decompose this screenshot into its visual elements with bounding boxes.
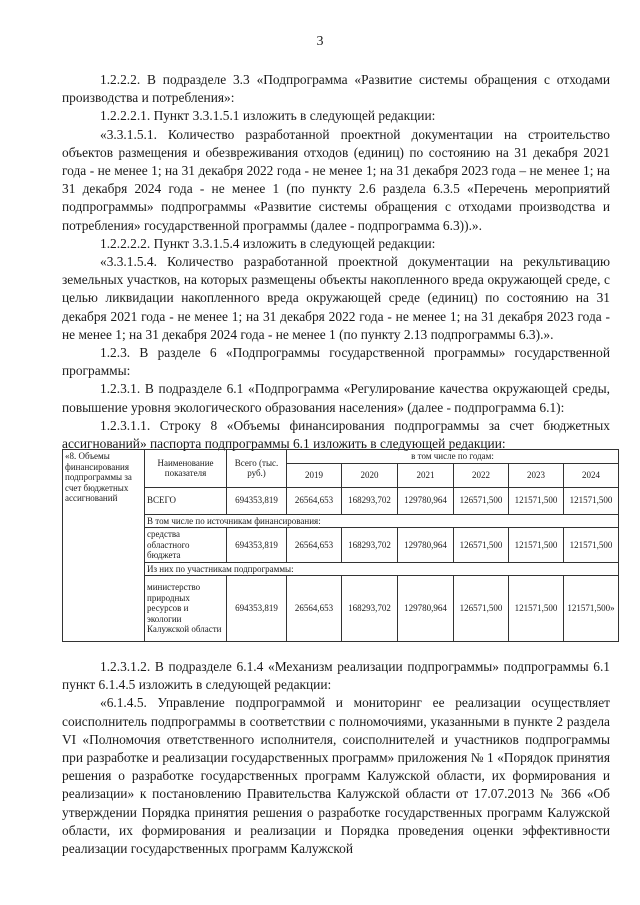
cell-value: 121571,500» [564, 576, 619, 642]
table-row-ministry [63, 576, 619, 642]
cell-value: 129780,964 [398, 576, 454, 642]
body-text-bottom [62, 658, 610, 858]
cell-total: 694353,819 [227, 487, 287, 514]
body-text-top [62, 71, 610, 453]
header-name: Наименование показателя [145, 450, 227, 488]
cell-value: 126571,500 [454, 487, 509, 514]
row-label-cell: «8. Объемы финансирования подпрограммы за счет бюджетных ассигнований [63, 450, 145, 642]
cell-name: средства областного бюджета [145, 528, 227, 563]
header-years-group: в том числе по годам: [287, 450, 619, 464]
cell-name: министерство природных ресурсов и экологии Калужской области [145, 576, 227, 642]
paragraph: 1.2.3.1. В подразделе 6.1 «Подпрограмма «Регулирование качества окружающей среды, повышение уровня экологического образования населения» (далее - подпрограмма 6.1): [62, 381, 610, 415]
paragraph: 1.2.2.2.2. Пункт 3.3.1.5.4 изложить в следующей редакции: [100, 235, 436, 251]
cell-value: 168293,702 [342, 528, 398, 563]
cell-name: ВСЕГО [145, 487, 227, 514]
financing-table [62, 449, 619, 642]
header-total: Всего (тыс. руб.) [227, 450, 287, 488]
cell-value: 121571,500 [564, 528, 619, 563]
cell-value: 168293,702 [342, 576, 398, 642]
financing-table-wrapper [62, 449, 618, 642]
year-header: 2020 [342, 463, 398, 487]
cell-value: 121571,500 [564, 487, 619, 514]
cell-value: 126571,500 [454, 528, 509, 563]
cell-value: 121571,500 [509, 576, 564, 642]
paragraph: «6.1.4.5. Управление подпрограммой и мониторинг ее реализации осуществляет соисполнитель подпрограммы в соответствии с полномочиями, указанными в пункте 2 раздела VI «Полномочия ответственного исполнителя, соисполнителей и участников подпрограммы при разработке и реализации государственных программ» приложения № 1 «Порядок принятия решения о разработке государственных программ Калужской области, их формирования и реализации» к постановлению Правительства Калужской области от 17.07.2013 № 366 «Об утверждении Порядка принятия решения о разработке государственных программ Калужской области, их формирования и реализации и Порядка проведения оценки эффективности реализации государственных программ Калужской [62, 695, 610, 857]
year-header: 2023 [509, 463, 564, 487]
paragraph: 1.2.2.2. В подразделе 3.3 «Подпрограмма «Развитие системы обращения с отходами производства и потребления»: [62, 72, 610, 106]
cell-value: 168293,702 [342, 487, 398, 514]
cell-value: 121571,500 [509, 528, 564, 563]
year-header: 2022 [454, 463, 509, 487]
cell-value: 121571,500 [509, 487, 564, 514]
cell-value: 26564,653 [287, 528, 342, 563]
paragraph: 1.2.3. В разделе 6 «Подпрограммы государственной программы» государственной программы: [62, 345, 610, 379]
page-number: 3 [316, 34, 324, 49]
paragraph: 1.2.3.1.2. В подразделе 6.1.4 «Механизм реализации подпрограммы» подпрограммы 6.1 пункт 6.1.4.5 изложить в следующей редакции: [62, 659, 610, 693]
cell-value: 126571,500 [454, 576, 509, 642]
paragraph: 1.2.3.1.1. Строку 8 «Объемы финансирования подпрограммы за счет бюджетных ассигнований» паспорта подпрограммы 6.1 изложить в следующей редакции: [62, 417, 610, 452]
table-row-total [63, 487, 619, 514]
cell-value: 26564,653 [287, 487, 342, 514]
section-sources: В том числе по источникам финансирования: [145, 514, 619, 528]
table-row-regional [63, 528, 619, 563]
year-header: 2021 [398, 463, 454, 487]
section-participants: Из них по участникам подпрограммы: [145, 562, 619, 576]
paragraph: «3.3.1.5.4. Количество разработанной проектной документации на рекультивацию земельных участков, на которых размещены объекты накопленного вреда окружающей среде, с целью ликвидации накопленного вреда окружающей среде (единиц) по состоянию на 31 декабря 2021 года - не менее 1; на 31 декабря 2022 года - не менее 1; на 31 декабря 2023 года - не менее 1; на 31 декабря 2024 года - не менее 1 (по пункту 2.13 подпрограммы 6.3).». [62, 254, 610, 342]
paragraph: 1.2.2.2.1. Пункт 3.3.1.5.1 изложить в следующей редакции: [100, 108, 436, 124]
cell-value: 129780,964 [398, 528, 454, 563]
year-header: 2024 [564, 463, 619, 487]
cell-value: 26564,653 [287, 576, 342, 642]
paragraph: «3.3.1.5.1. Количество разработанной проектной документации на строительство объектов размещения и обезвреживания отходов (единиц) по состоянию на 31 декабря 2021 года - не менее 1; на 31 декабря 2022 года - не менее 1; на 31 декабря 2023 года – не менее 1; на 31 декабря 2024 года - не менее 1 (по пункту 2.6 раздела 6.3.5 «Перечень мероприятий подпрограммы» подпрограммы «Развитие системы обращения с отходами производства и потребления» государственной программы (далее - подпрограмма 6.3)).». [62, 126, 610, 233]
cell-total: 694353,819 [227, 528, 287, 563]
cell-total: 694353,819 [227, 576, 287, 642]
cell-value: 129780,964 [398, 487, 454, 514]
year-header: 2019 [287, 463, 342, 487]
